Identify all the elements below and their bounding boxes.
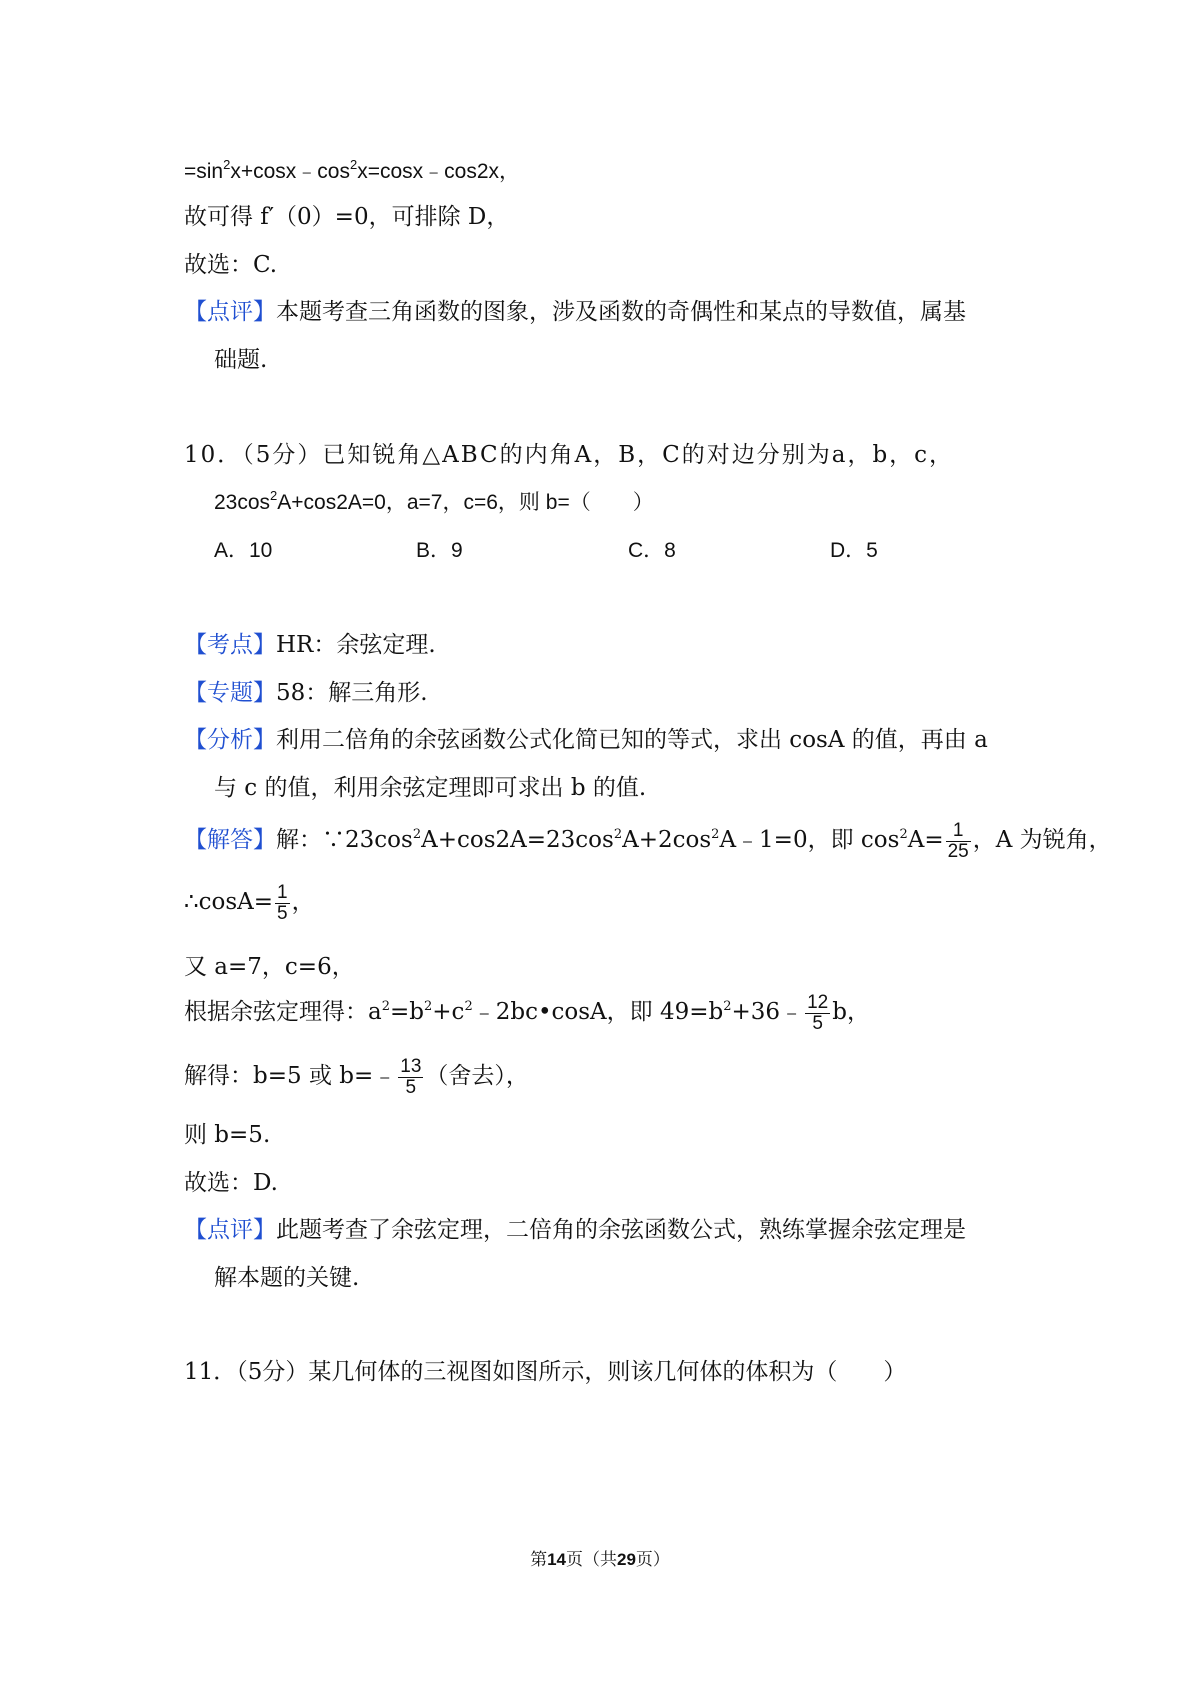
q10-stem-2: $23\cos^2A+\cos 2A=0$，a=7，c=6，则 b=（ ）	[214, 488, 654, 514]
comment-text: 本题考查三角函数的图象，涉及函数的奇偶性和某点的导数值，属基	[276, 299, 966, 325]
page-footer	[0, 1548, 1200, 1572]
fraction-numerator: 1	[946, 821, 971, 842]
fenxi-tag: 【分析】	[184, 727, 276, 753]
jieda-tag: 【解答】	[184, 827, 276, 853]
q10-fenxi	[184, 723, 988, 757]
q10-answer: 故选：D.	[184, 1170, 278, 1196]
q10-stem: 10．（5分）已知锐角△ABC的内角A，B，C的对边分别为a，b，c，	[184, 442, 955, 468]
comment-tag: 【点评】	[184, 1217, 276, 1243]
q11-stem: 11．（5分）某几何体的三视图如图所示，则该几何体的体积为（ ）	[184, 1359, 907, 1385]
total-pages: 29	[617, 1550, 636, 1569]
fraction-denominator: 5	[277, 902, 288, 924]
prev-solution-line-2: 故可得 f′（0）=0，可排除 D，	[184, 204, 510, 230]
q10-solve	[184, 1054, 529, 1098]
footer-post: 页）	[635, 1550, 670, 1570]
fraction-1-5	[275, 883, 290, 924]
fraction-numerator: 12	[807, 991, 829, 1013]
kaodian-tag: 【考点】	[184, 632, 276, 658]
q10-option-d: D．5	[830, 539, 878, 562]
kaodian-text: HR：余弦定理.	[276, 632, 436, 658]
solve-pre: 解得：b=5 或 b=﹣	[184, 1063, 397, 1089]
fraction-1-25	[946, 821, 971, 862]
fraction-numerator: 1	[277, 881, 288, 903]
q10-you: 又 a=7，c=6，	[184, 954, 355, 980]
cos-pre: ∴cosA=	[184, 889, 274, 915]
q10-law	[184, 990, 870, 1034]
prev-solution-line-3: 故选：C.	[184, 252, 278, 278]
footer-mid: 页（共	[566, 1550, 617, 1570]
cos-post: ，	[291, 889, 315, 915]
fraction-numerator: 13	[400, 1055, 422, 1077]
q10-comment	[184, 1213, 966, 1247]
comment-tag: 【点评】	[184, 299, 276, 325]
law-post: b，	[832, 999, 870, 1025]
q10-kaodian	[184, 628, 436, 662]
fraction-13-5	[398, 1057, 423, 1098]
q10-zhuanti	[184, 676, 428, 710]
fraction-12-5	[805, 993, 830, 1034]
q10-fenxi-cont: 与 c 的值，利用余弦定理即可求出 b 的值.	[214, 775, 647, 801]
fraction-denominator: 25	[947, 840, 969, 862]
law-pre: 根据余弦定理得：$a^2=b^2+c^2﹣2bc•\cos A$，即 $49=b^2+36﹣$	[184, 999, 804, 1025]
fraction-denominator: 5	[405, 1076, 417, 1098]
jieda-post: ，A 为锐角，	[972, 827, 1112, 853]
page-number: 14	[547, 1550, 566, 1569]
jieda-pre: 解：$\because 23\cos^2A+\cos 2A=23\cos^2A+2\cos^2A﹣1=0$，即 $\cos^2A=$	[276, 827, 944, 853]
zhuanti-tag: 【专题】	[184, 680, 276, 706]
footer-pre: 第	[530, 1550, 548, 1570]
prev-comment-cont: 础题.	[214, 347, 268, 373]
q10-then: 则 b=5.	[184, 1122, 271, 1148]
q10-cos	[184, 880, 315, 924]
zhuanti-text: 58：解三角形.	[276, 680, 428, 706]
q10-option-c: C．8	[628, 539, 676, 562]
q10-comment-cont: 解本题的关键.	[214, 1265, 360, 1291]
solve-post: （舍去），	[425, 1063, 529, 1089]
q10-option-a: A．10	[214, 539, 273, 562]
q10-option-b: B．9	[416, 539, 463, 562]
comment-text: 此题考查了余弦定理，二倍角的余弦函数公式，熟练掌握余弦定理是	[276, 1217, 966, 1243]
fenxi-text: 利用二倍角的余弦函数公式化简已知的等式，求出 cosA 的值，再由 a	[276, 727, 988, 753]
fraction-denominator: 5	[812, 1012, 823, 1034]
prev-comment	[184, 295, 966, 329]
prev-solution-line-1: $=\sin^2x+\cos x﹣\cos^2x=\cos x﹣\cos 2x$，	[184, 157, 521, 183]
q10-jieda	[184, 818, 1112, 862]
